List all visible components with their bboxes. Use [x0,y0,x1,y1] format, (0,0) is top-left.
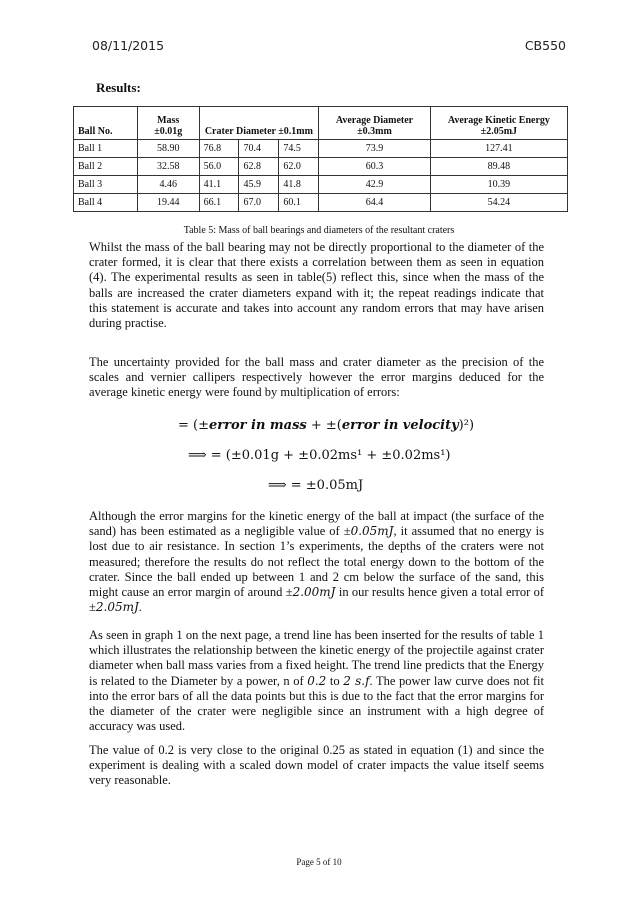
table-cell: 41.8 [279,176,319,194]
table-cell: 70.4 [239,140,279,158]
table-cell: 19.44 [137,194,199,212]
table-cell: Ball 4 [74,194,138,212]
table-cell: 42.9 [319,176,431,194]
table-cell: 76.8 [199,140,239,158]
paragraph-correlation: Whilst the mass of the ball bearing may not be directly proportional to the diameter of the crater formed, it is clear that there exists a correlation between them as seen in equation (4). The experimental results as seen in table(5) reflect this, since when the mass of the balls are increased the crater diameters expand with it; the repeat readings indicate that this statement is accurate and takes into account any random errors that may have arisen during practise. [89,240,544,331]
table-cell: 73.9 [319,140,431,158]
table-row [74,176,568,194]
table-cell: 60.3 [319,158,431,176]
equation-error-result: ⟹ = ±0.05mJ [268,478,364,493]
table-cell: 66.1 [199,194,239,212]
table-cell: Ball 1 [74,140,138,158]
table-cell: 74.5 [279,140,319,158]
table-cell: 62.0 [279,158,319,176]
paragraph-trend-line: As seen in graph 1 on the next page, a trend line has been inserted for the results of table 1 which illustrates the relationship between the kinetic energy of the projectile against crater diameter when ball mass varies from a fixed height. The trend line predicts that the Energy is related to the Diameter by a power, n of 0.2 to 2 s.f. The power law curve does not fit into the error bars of all the data points but this is due to the fact that the error margins for the diameter of the crater were negligible since an instrument with a high degree of accuracy was used. [89,628,544,734]
table-cell: 56.0 [199,158,239,176]
table-cell: 127.41 [430,140,567,158]
table-cell: Ball 3 [74,176,138,194]
paragraph-error-margins: Although the error margins for the kinetic energy of the ball at impact (the surface of the sand) has been estimated as a negligible value of ±0.05mJ, it assumed that no energy is lost due to air resistance. In section 1’s experiments, the depths of the craters were not measured; therefore the results do not reflect the total energy down to the bottom of the crater. Since the ball ended up between 1 and 2 cm below the surface of the sand, this might cause an error margin of around ±2.00mJ in our results hence given a total error of ±2.05mJ. [89,509,544,615]
table-row [74,194,568,212]
table-cell: 89.48 [430,158,567,176]
equation-error-values: ⟹ = (±0.01g + ±0.02ms¹ + ±0.02ms¹) [188,448,451,463]
header-date: 08/11/2015 [92,38,165,53]
results-heading: Results: [96,80,141,95]
results-table [73,106,568,212]
table-cell: 67.0 [239,194,279,212]
table-cell: 60.1 [279,194,319,212]
table-caption: Table 5: Mass of ball bearings and diameters of the resultant craters [183,225,455,236]
table-cell: 54.24 [430,194,567,212]
paragraph-conclusion: The value of 0.2 is very close to the original 0.25 as stated in equation (1) and since the experiment is dealing with a scaled down model of crater impacts the value itself seems very reasonable. [89,743,544,788]
table-cell: 58.90 [137,140,199,158]
table-cell: 4.46 [137,176,199,194]
header-code: CB550 [524,38,566,53]
col-average-diameter: Average Diameter ±0.3mm [319,107,431,140]
page-number: Page 5 of 10 [296,857,342,867]
paragraph-uncertainty: The uncertainty provided for the ball mass and crater diameter as the precision of the scales and vernier callipers respectively however the error margins deduced for the average kinetic energy were found by multiplication of errors: [89,355,544,400]
equation-error-propagation: = (±error in mass + ±(error in velocity)²) [178,418,475,433]
table-row [74,158,568,176]
col-crater-diameter: Crater Diameter ±0.1mm [199,107,319,140]
table-cell: 32.58 [137,158,199,176]
table-cell: 64.4 [319,194,431,212]
table-header-row [74,107,568,140]
col-ball-no: Ball No. [74,107,138,140]
table-cell: 62.8 [239,158,279,176]
col-average-kinetic-energy: Average Kinetic Energy ±2.05mJ [430,107,567,140]
table-cell: 45.9 [239,176,279,194]
col-mass: Mass ±0.01g [137,107,199,140]
page-header [92,38,566,54]
table-row [74,140,568,158]
table-cell: 10.39 [430,176,567,194]
table-cell: Ball 2 [74,158,138,176]
table-cell: 41.1 [199,176,239,194]
